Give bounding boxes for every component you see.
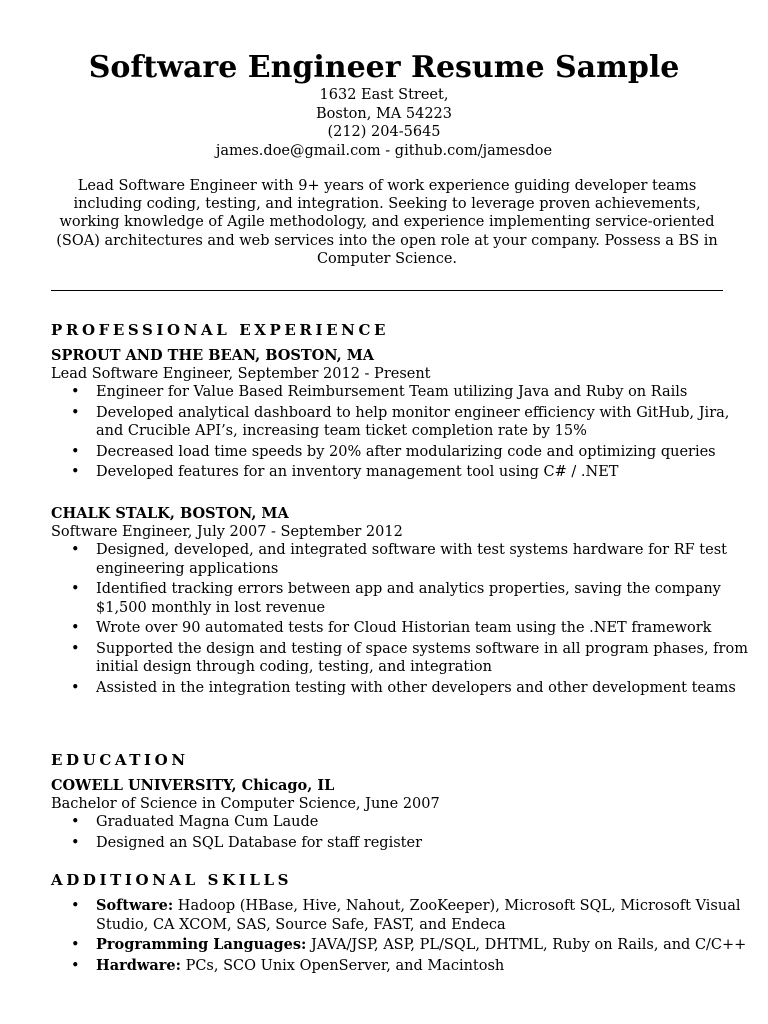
job-bullet-list [51,383,751,482]
list-item: • Decreased load time speeds by 20% after modularizing code and optimizing queries [51,443,751,462]
skill-text: JAVA/JSP, ASP, PL/SQL, DHTML, Ruby on Rails, and C/C++ [306,937,747,953]
section-heading-experience: PROFESSIONAL EXPERIENCE [51,321,390,339]
address-line-1: 1632 East Street, [319,87,449,103]
list-item: • Developed features for an inventory management tool using C# / .NET [51,463,751,482]
list-item [51,897,751,934]
email-github: james.doe@gmail.com - github.com/jamesdoe [215,142,553,159]
section-heading-skills: ADDITIONAL SKILLS [51,871,293,889]
divider [51,290,723,291]
list-item: • Identified tracking errors between app and analytics properties, saving the company $1,500 monthly in lost revenue [51,580,751,617]
skill-text: PCs, SCO Unix OpenServer, and Macintosh [180,957,505,974]
school-name: COWELL UNIVERSITY, Chicago, IL [51,777,335,794]
job-company: CHALK STALK, BOSTON, MA [51,505,289,522]
skill-text: Hadoop (HBase, Hive, Nahout, ZooKeeper), Microsoft SQL, Microsoft Visual Studio, CA XCOM, SAS, Source Safe, FAST, and Endeca [96,898,741,933]
list-item: • Designed an SQL Database for staff register [51,834,751,853]
list-item: • Assisted in the integration testing with other developers and other development teams [51,679,751,698]
page-title: Software Engineer Resume Sample [88,50,680,85]
job-bullet-list [51,541,751,697]
contact-block [0,86,768,160]
list-item: • Supported the design and testing of space systems software in all program phases, from initial design through coding, testing, and integration [51,640,751,677]
phone: (212) 204-5645 [327,124,441,140]
degree: Bachelor of Science in Computer Science, June 2007 [51,796,440,812]
job-company: SPROUT AND THE BEAN, BOSTON, MA [51,347,375,364]
list-item: • Graduated Magna Cum Laude [51,813,751,832]
skill-label: Hardware: [96,956,181,974]
job-role: Lead Software Engineer, September 2012 - Present [51,366,431,382]
skill-label: Software: [96,897,174,914]
list-item: • Developed analytical dashboard to help monitor engineer efficiency with GitHub, Jira, and Crucible API’s, increasing team ticket completion rate by 15% [51,404,751,441]
skills-bullet-list [51,897,751,975]
education-bullet-list [51,813,751,852]
list-item: • Wrote over 90 automated tests for Cloud Historian team using the .NET framework [51,619,751,638]
skill-label: Programming Languages: [96,936,307,953]
summary-paragraph: Lead Software Engineer with 9+ years of work experience guiding developer teams including coding, testing, and integration. Seeking to leverage proven achievements, working knowledge of Agile methodology, and experience implementing service-oriented (SOA) architectures and web services into the open role at your company. Possess a BS in Computer Science. [56,178,718,267]
list-item [51,957,751,976]
address-line-2: Boston, MA 54223 [316,105,452,122]
list-item: • Designed, developed, and integrated software with test systems hardware for RF test engineering applications [51,541,751,578]
list-item: • Engineer for Value Based Reimbursement Team utilizing Java and Ruby on Rails [51,383,751,402]
section-heading-education: EDUCATION [51,751,189,769]
job-role: Software Engineer, July 2007 - September 2012 [51,524,403,540]
list-item [51,936,751,955]
